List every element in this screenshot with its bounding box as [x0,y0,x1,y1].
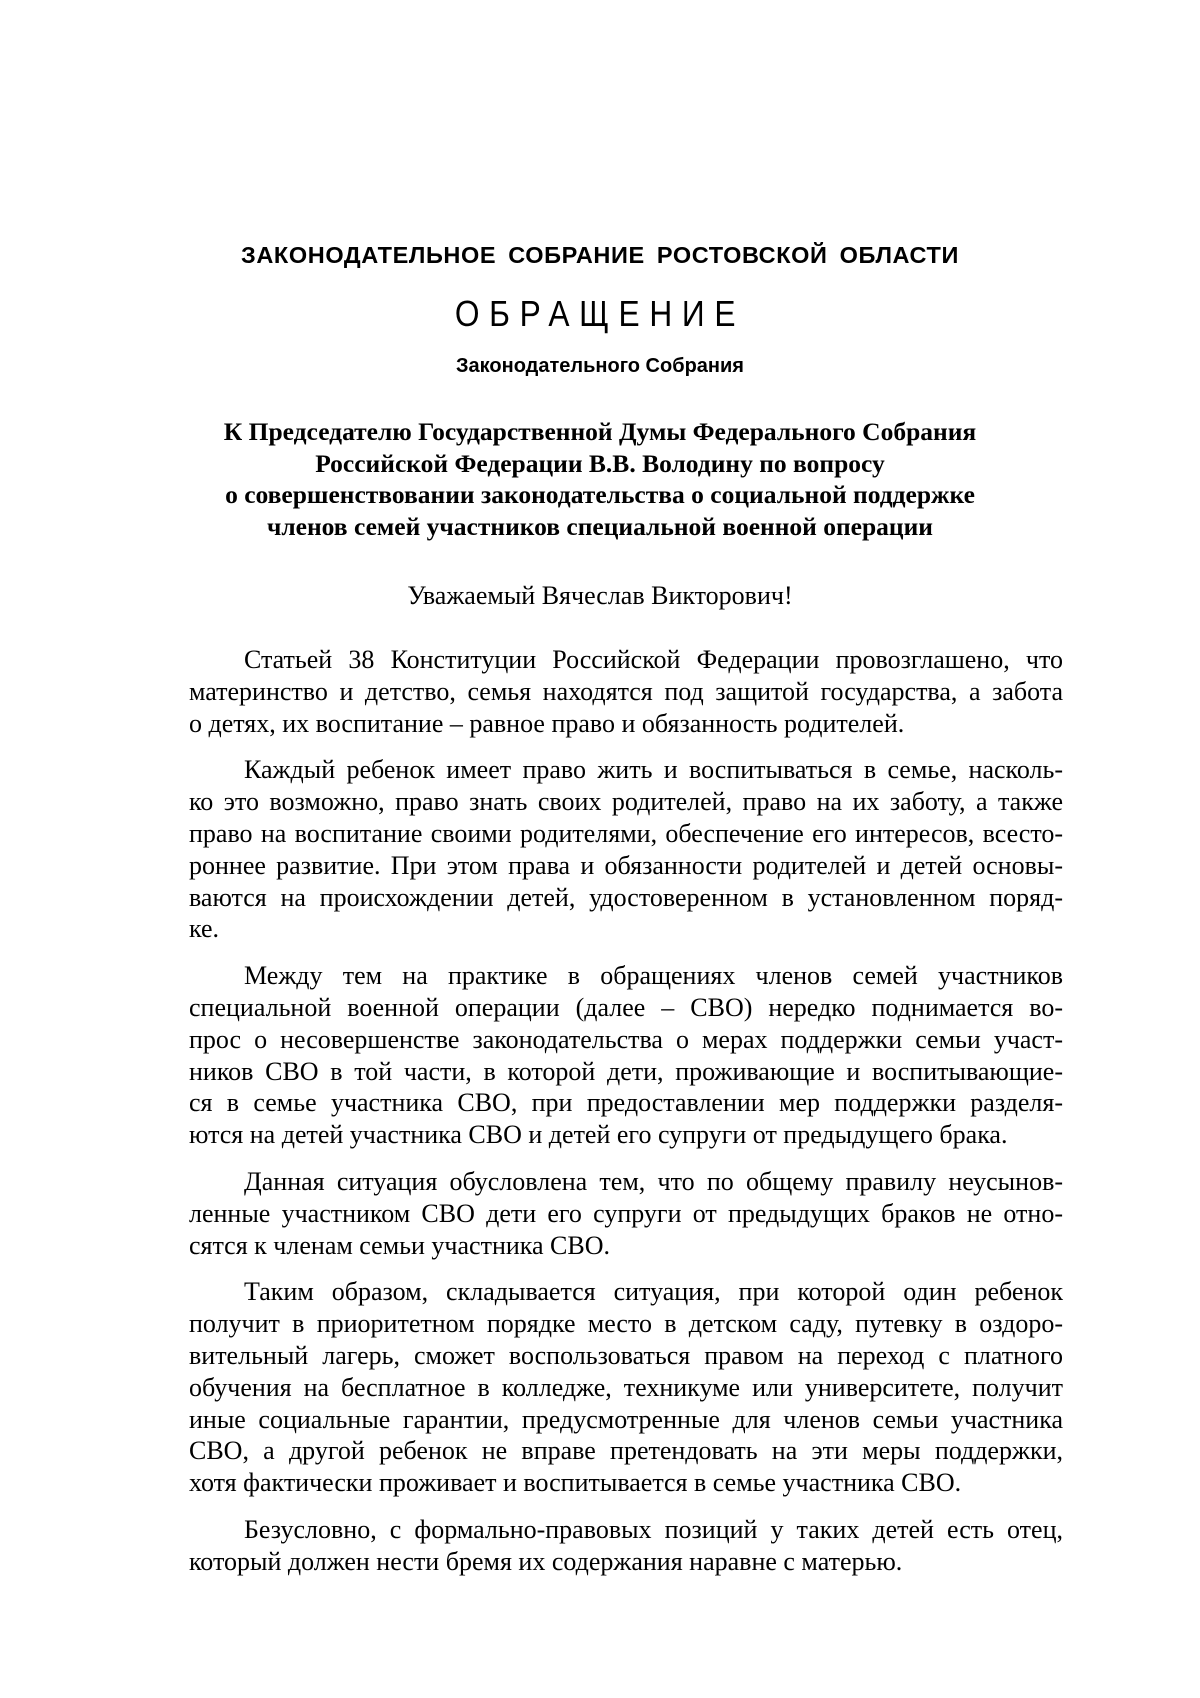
paragraph [189,960,1063,1151]
paragraph-line: Безусловно, с формально-правовых позиций у таких детей есть отец, [244,1514,1063,1544]
document-body [189,644,1063,1593]
paragraph-line: Каждый ребенок имеет право жить и воспитываться в семье, насколь- [244,755,1063,785]
paragraph-line: ко это возможно, право знать своих родителей, право на их заботу, а также [189,787,1063,817]
paragraph-line: Статьей 38 Конституции Российской Федерации провозглашено, что [244,645,1063,674]
paragraph-line: ваются на происхождении детей, удостоверенном в установленном поряд- [189,882,1063,912]
paragraph-line: ников СВО в той части, в которой дети, проживающие и воспитывающие- [189,1056,1063,1086]
document-title [150,416,1050,542]
paragraph [189,754,1063,945]
paragraph-line: о детях, их воспитание – равное право и обязанность родителей. [189,708,905,738]
salutation: Уважаемый Вячеслав Викторович! [407,581,793,610]
paragraph-line: сятся к членам семьи участника СВО. [189,1230,611,1260]
document-type: ОБРАЩЕНИЕ [454,293,746,334]
paragraph-line: Данная ситуация обусловлена тем, что по общему правилу неусынов- [244,1166,1063,1196]
paragraph [189,1276,1063,1499]
organization-name: ЗАКОНОДАТЕЛЬНОЕ СОБРАНИЕ РОСТОВСКОЙ ОБЛАСТИ [241,242,959,268]
title-line: Российской Федерации В.В. Володину по вопросу [315,448,885,478]
paragraph-line: специальной военной операции (далее – СВО) нередко поднимается во- [189,992,1063,1022]
paragraph-line: обучения на бесплатное в колледже, техникуме или университете, получит [189,1372,1063,1402]
paragraph-line: ся в семье участника СВО, при предоставлении мер поддержки разделя- [189,1088,1063,1118]
paragraph [189,1514,1063,1578]
paragraph-line: хотя фактически проживает и воспитывается в семье участника СВО. [189,1468,962,1498]
paragraph [189,1166,1063,1261]
paragraph-line: вительный лагерь, сможет воспользоваться правом на переход с платного [189,1340,1063,1370]
paragraph-line: роннее развитие. При этом права и обязанности родителей и детей основы- [189,850,1063,880]
paragraph-line: право на воспитание своими родителями, обеспечение его интересов, всесто- [189,818,1063,848]
paragraph-line: который должен нести бремя их содержания наравне с матерью. [189,1546,903,1576]
title-line: К Председателю Государственной Думы Федерального Собрания [223,417,977,446]
paragraph-line: Таким образом, складывается ситуация, при которой один ребенок [244,1277,1063,1307]
paragraph-line: прос о несовершенстве законодательства о мерах поддержки семьи участ- [189,1024,1063,1054]
paragraph-line: Между тем на практике в обращениях членов семей участников [244,961,1063,991]
paragraph-line: ке. [189,914,220,944]
paragraph-line: получит в приоритетном порядке место в детском саду, путевку в оздоро- [189,1309,1063,1339]
paragraph [189,644,1063,739]
paragraph-line: ются на детей участника СВО и детей его супруги от предыдущего брака. [189,1120,1008,1150]
title-line: о совершенствовании законодательства о социальной поддержке [225,480,975,509]
title-line: членов семей участников специальной военной операции [266,511,933,541]
paragraph-line: иные социальные гарантии, предусмотренные для членов семьи участника [189,1404,1063,1434]
paragraph-line: СВО, а другой ребенок не вправе претендовать на эти меры поддержки, [189,1436,1063,1466]
paragraph-line: ленные участником СВО дети его супруги от предыдущих браков не отно- [189,1198,1063,1228]
document-author: Законодательного Собрания [456,355,744,377]
paragraph-line: материнство и детство, семья находятся под защитой государства, а забота [189,676,1063,706]
